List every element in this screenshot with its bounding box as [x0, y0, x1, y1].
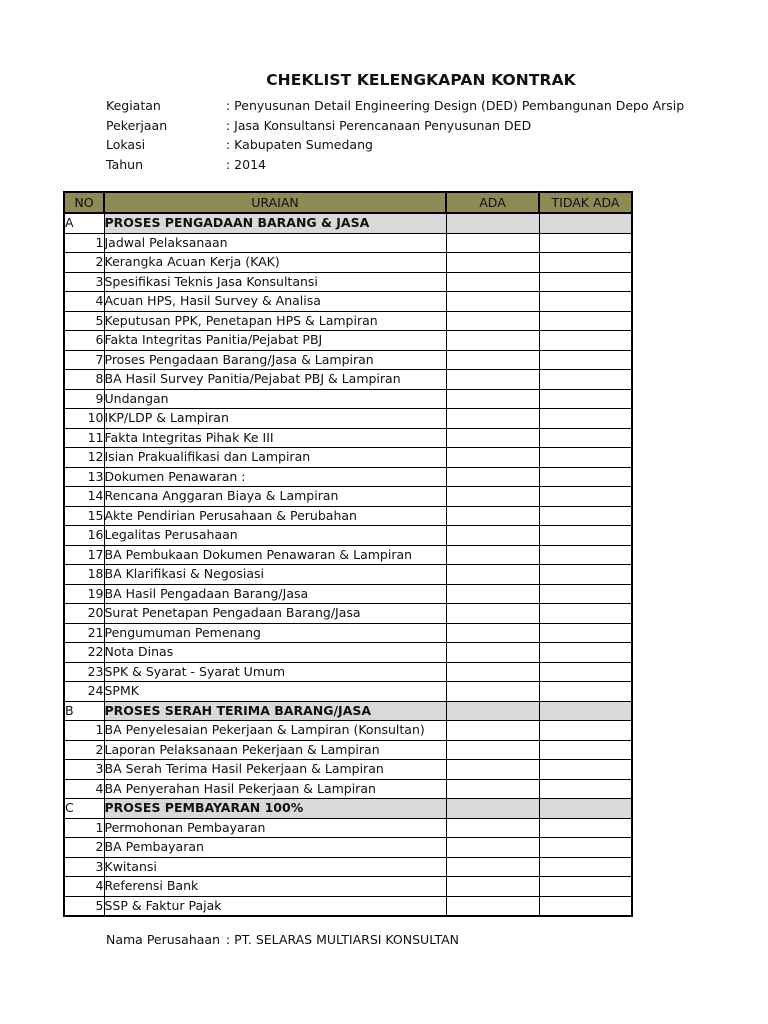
info-label: Tahun [106, 156, 143, 172]
item-number: 3 [64, 760, 104, 780]
item-description: Laporan Pelaksanaan Pekerjaan & Lampiran [104, 740, 446, 760]
table-row [64, 428, 632, 448]
column-header-tidak-ada: TIDAK ADA [539, 192, 632, 213]
tidak-ada-cell[interactable] [539, 604, 632, 624]
item-description: Isian Prakualifikasi dan Lampiran [104, 448, 446, 468]
ada-cell[interactable] [446, 740, 539, 760]
item-description: Kwitansi [104, 857, 446, 877]
table-row [64, 604, 632, 624]
contract-info [106, 96, 684, 174]
ada-cell[interactable] [446, 253, 539, 273]
section-code: C [64, 799, 104, 819]
item-description: Keputusan PPK, Penetapan HPS & Lampiran [104, 311, 446, 331]
table-row [64, 682, 632, 702]
section-title: PROSES PENGADAAN BARANG & JASA [104, 213, 446, 233]
table-row [64, 857, 632, 877]
table-row [64, 721, 632, 741]
table-row [64, 370, 632, 390]
table-row [64, 526, 632, 546]
ada-cell[interactable] [446, 311, 539, 331]
item-number: 16 [64, 526, 104, 546]
item-number: 21 [64, 623, 104, 643]
item-description: Acuan HPS, Hasil Survey & Analisa [104, 292, 446, 312]
company-name: : PT. SELARAS MULTIARSI KONSULTAN [226, 932, 460, 947]
item-description: BA Penyerahan Hasil Pekerjaan & Lampiran [104, 779, 446, 799]
section-title: PROSES SERAH TERIMA BARANG/JASA [104, 701, 446, 721]
section-row [64, 799, 632, 819]
ada-cell[interactable] [446, 838, 539, 858]
ada-cell[interactable] [446, 487, 539, 507]
table-row [64, 448, 632, 468]
info-value: : Jasa Konsultansi Perencanaan Penyusunan DED [226, 117, 532, 133]
table-row [64, 760, 632, 780]
document-title: CHEKLIST KELENGKAPAN KONTRAK [266, 71, 576, 89]
item-description: Nota Dinas [104, 643, 446, 663]
ada-cell[interactable] [446, 662, 539, 682]
item-description: SPK & Syarat - Syarat Umum [104, 662, 446, 682]
ada-cell[interactable] [446, 448, 539, 468]
column-header-ada: ADA [446, 192, 539, 213]
item-description: Jadwal Pelaksanaan [104, 233, 446, 253]
tidak-ada-cell[interactable] [539, 779, 632, 799]
item-number: 20 [64, 604, 104, 624]
ada-cell[interactable] [446, 779, 539, 799]
table-row [64, 584, 632, 604]
section-title: PROSES PEMBAYARAN 100% [104, 799, 446, 819]
item-number: 7 [64, 350, 104, 370]
item-description: Fakta Integritas Pihak Ke III [104, 428, 446, 448]
ada-cell[interactable] [446, 760, 539, 780]
table-row [64, 272, 632, 292]
section-code: B [64, 701, 104, 721]
ada-cell[interactable] [446, 799, 539, 819]
item-description: BA Pembukaan Dokumen Penawaran & Lampiran [104, 545, 446, 565]
tidak-ada-cell[interactable] [539, 838, 632, 858]
ada-cell[interactable] [446, 350, 539, 370]
table-row [64, 292, 632, 312]
ada-cell[interactable] [446, 506, 539, 526]
checklist-body [64, 213, 632, 916]
tidak-ada-cell[interactable] [539, 623, 632, 643]
item-number: 4 [64, 779, 104, 799]
ada-cell[interactable] [446, 877, 539, 897]
tidak-ada-cell[interactable] [539, 292, 632, 312]
section-row [64, 213, 632, 233]
item-number: 6 [64, 331, 104, 351]
ada-cell[interactable] [446, 292, 539, 312]
table-row [64, 623, 632, 643]
ada-cell[interactable] [446, 526, 539, 546]
ada-cell[interactable] [446, 896, 539, 916]
item-number: 1 [64, 233, 104, 253]
item-number: 3 [64, 272, 104, 292]
info-label: Kegiatan [106, 98, 161, 113]
ada-cell[interactable] [446, 721, 539, 741]
tidak-ada-cell[interactable] [539, 760, 632, 780]
tidak-ada-cell[interactable] [539, 467, 632, 487]
table-row [64, 311, 632, 331]
item-description: Legalitas Perusahaan [104, 526, 446, 546]
item-description: BA Hasil Pengadaan Barang/Jasa [104, 584, 446, 604]
tidak-ada-cell[interactable] [539, 370, 632, 390]
item-number: 18 [64, 565, 104, 585]
item-description: SSP & Faktur Pajak [104, 896, 446, 916]
info-value: : Kabupaten Sumedang [226, 137, 373, 152]
column-header-no: NO [64, 192, 104, 213]
tidak-ada-cell[interactable] [539, 740, 632, 760]
table-row [64, 506, 632, 526]
tidak-ada-cell[interactable] [539, 643, 632, 663]
ada-cell[interactable] [446, 370, 539, 390]
info-value: : Penyusunan Detail Engineering Design (DED) Pembangunan Depo Arsip [226, 98, 685, 113]
ada-cell[interactable] [446, 682, 539, 702]
item-number: 17 [64, 545, 104, 565]
table-row [64, 233, 632, 253]
ada-cell[interactable] [446, 818, 539, 838]
table-row [64, 896, 632, 916]
item-description: Proses Pengadaan Barang/Jasa & Lampiran [104, 350, 446, 370]
tidak-ada-cell[interactable] [539, 409, 632, 429]
item-description: Spesifikasi Teknis Jasa Konsultansi [104, 272, 446, 292]
tidak-ada-cell[interactable] [539, 213, 632, 233]
item-number: 1 [64, 721, 104, 741]
section-code: A [64, 213, 104, 233]
tidak-ada-cell[interactable] [539, 818, 632, 838]
ada-cell[interactable] [446, 428, 539, 448]
item-number: 4 [64, 292, 104, 312]
table-row [64, 253, 632, 273]
info-row-tahun [106, 155, 684, 175]
item-description: Referensi Bank [104, 877, 446, 897]
info-row-lokasi [106, 135, 684, 155]
item-number: 15 [64, 506, 104, 526]
ada-cell[interactable] [446, 623, 539, 643]
item-description: BA Penyelesaian Pekerjaan & Lampiran (Konsultan) [104, 721, 446, 741]
table-row [64, 565, 632, 585]
table-row [64, 331, 632, 351]
company-line [106, 932, 459, 947]
tidak-ada-cell[interactable] [539, 253, 632, 273]
tidak-ada-cell[interactable] [539, 701, 632, 721]
tidak-ada-cell[interactable] [539, 526, 632, 546]
table-row [64, 389, 632, 409]
ada-cell[interactable] [446, 565, 539, 585]
ada-cell[interactable] [446, 857, 539, 877]
tidak-ada-cell[interactable] [539, 584, 632, 604]
item-number: 8 [64, 370, 104, 390]
column-header-uraian: URAIAN [104, 192, 446, 213]
table-row [64, 818, 632, 838]
ada-cell[interactable] [446, 584, 539, 604]
ada-cell[interactable] [446, 331, 539, 351]
ada-cell[interactable] [446, 467, 539, 487]
ada-cell[interactable] [446, 213, 539, 233]
tidak-ada-cell[interactable] [539, 565, 632, 585]
ada-cell[interactable] [446, 604, 539, 624]
table-row [64, 643, 632, 663]
item-description: Pengumuman Pemenang [104, 623, 446, 643]
item-number: 2 [64, 740, 104, 760]
item-description: Kerangka Acuan Kerja (KAK) [104, 253, 446, 273]
company-label: Nama Perusahaan [106, 932, 221, 947]
item-number: 24 [64, 682, 104, 702]
ada-cell[interactable] [446, 409, 539, 429]
tidak-ada-cell[interactable] [539, 350, 632, 370]
item-number: 10 [64, 409, 104, 429]
tidak-ada-cell[interactable] [539, 311, 632, 331]
tidak-ada-cell[interactable] [539, 545, 632, 565]
item-description: Dokumen Penawaran : [104, 467, 446, 487]
tidak-ada-cell[interactable] [539, 389, 632, 409]
table-header-row [64, 192, 632, 213]
info-row-kegiatan [106, 96, 684, 116]
item-number: 5 [64, 311, 104, 331]
item-description: Surat Penetapan Pengadaan Barang/Jasa [104, 604, 446, 624]
table-row [64, 838, 632, 858]
ada-cell[interactable] [446, 389, 539, 409]
tidak-ada-cell[interactable] [539, 799, 632, 819]
table-row [64, 409, 632, 429]
ada-cell[interactable] [446, 272, 539, 292]
item-number: 5 [64, 896, 104, 916]
item-number: 11 [64, 428, 104, 448]
item-number: 2 [64, 838, 104, 858]
table-row [64, 545, 632, 565]
checklist-table [63, 191, 633, 917]
tidak-ada-cell[interactable] [539, 662, 632, 682]
info-row-pekerjaan [106, 116, 684, 136]
item-number: 2 [64, 253, 104, 273]
item-description: Rencana Anggaran Biaya & Lampiran [104, 487, 446, 507]
ada-cell[interactable] [446, 701, 539, 721]
item-description: SPMK [104, 682, 446, 702]
item-number: 23 [64, 662, 104, 682]
item-description: BA Pembayaran [104, 838, 446, 858]
tidak-ada-cell[interactable] [539, 682, 632, 702]
table-row [64, 467, 632, 487]
table-row [64, 779, 632, 799]
tidak-ada-cell[interactable] [539, 721, 632, 741]
tidak-ada-cell[interactable] [539, 487, 632, 507]
item-description: BA Klarifikasi & Negosiasi [104, 565, 446, 585]
item-number: 13 [64, 467, 104, 487]
table-row [64, 662, 632, 682]
item-description: BA Hasil Survey Panitia/Pejabat PBJ & Lampiran [104, 370, 446, 390]
item-description: IKP/LDP & Lampiran [104, 409, 446, 429]
tidak-ada-cell[interactable] [539, 233, 632, 253]
tidak-ada-cell[interactable] [539, 272, 632, 292]
item-number: 4 [64, 877, 104, 897]
info-label: Lokasi [106, 137, 146, 152]
item-number: 1 [64, 818, 104, 838]
tidak-ada-cell[interactable] [539, 857, 632, 877]
item-description: BA Serah Terima Hasil Pekerjaan & Lampiran [104, 760, 446, 780]
item-number: 22 [64, 643, 104, 663]
item-description: Permohonan Pembayaran [104, 818, 446, 838]
table-row [64, 877, 632, 897]
tidak-ada-cell[interactable] [539, 331, 632, 351]
item-number: 9 [64, 389, 104, 409]
ada-cell[interactable] [446, 233, 539, 253]
tidak-ada-cell[interactable] [539, 448, 632, 468]
tidak-ada-cell[interactable] [539, 896, 632, 916]
info-value: : 2014 [226, 156, 266, 172]
tidak-ada-cell[interactable] [539, 877, 632, 897]
item-description: Akte Pendirian Perusahaan & Perubahan [104, 506, 446, 526]
tidak-ada-cell[interactable] [539, 428, 632, 448]
table-row [64, 487, 632, 507]
ada-cell[interactable] [446, 643, 539, 663]
tidak-ada-cell[interactable] [539, 506, 632, 526]
item-description: Undangan [104, 389, 446, 409]
item-number: 3 [64, 857, 104, 877]
item-number: 14 [64, 487, 104, 507]
info-label: Pekerjaan [106, 117, 168, 133]
item-number: 12 [64, 448, 104, 468]
ada-cell[interactable] [446, 545, 539, 565]
item-description: Fakta Integritas Panitia/Pejabat PBJ [104, 331, 446, 351]
item-number: 19 [64, 584, 104, 604]
table-row [64, 350, 632, 370]
table-row [64, 740, 632, 760]
section-row [64, 701, 632, 721]
